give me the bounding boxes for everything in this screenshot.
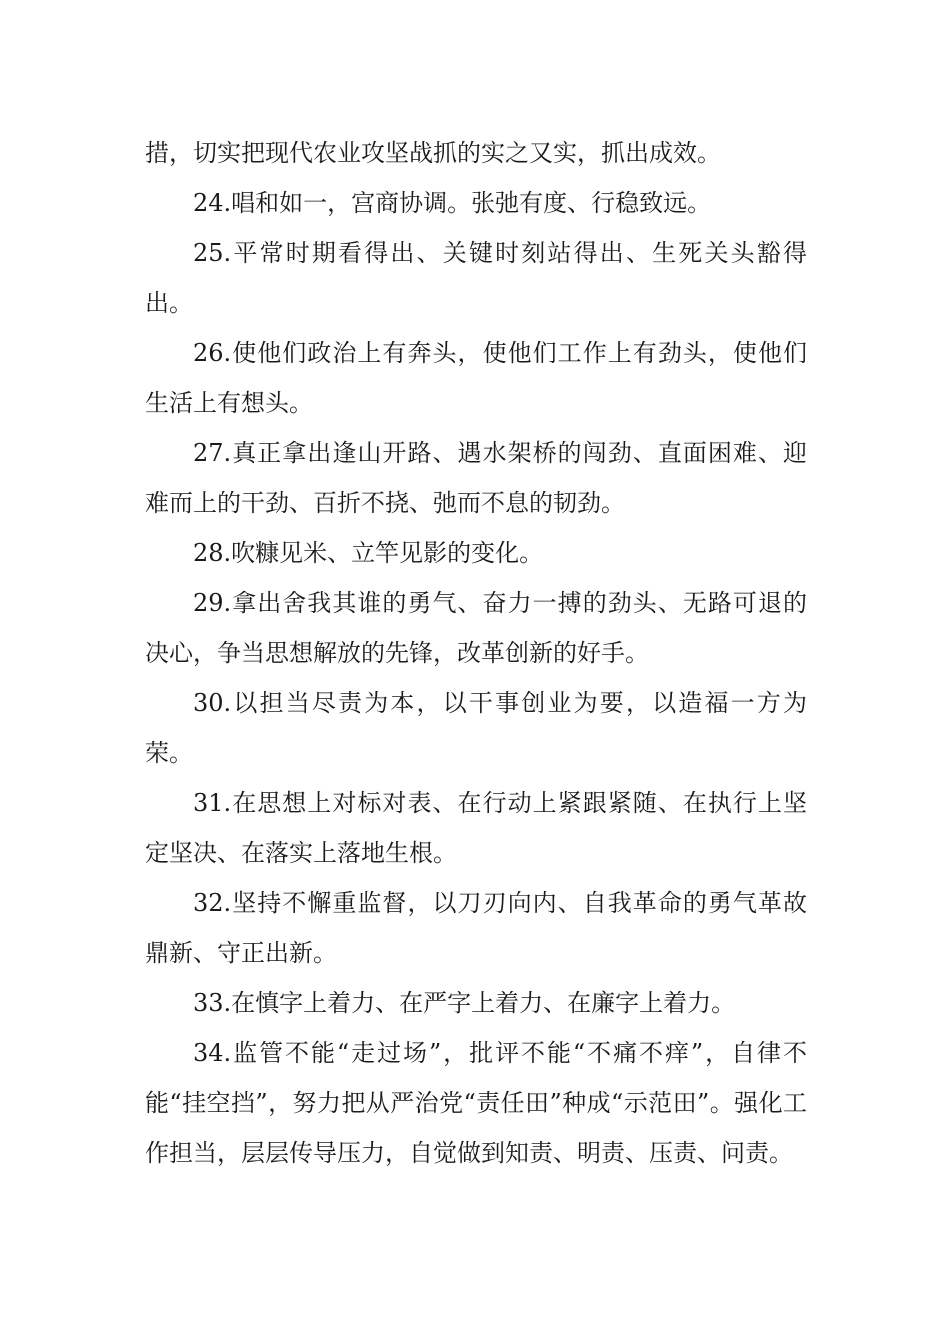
paragraph-31: 31.在思想上对标对表、在行动上紧跟紧随、在执行上坚定坚决、在落实上落地生根。: [145, 789, 807, 867]
paragraph-33: 33.在慎字上着力、在严字上着力、在廉字上着力。: [193, 989, 736, 1017]
paragraph-27: 27.真正拿出逢山开路、遇水架桥的闯劲、直面困难、迎难而上的干劲、百折不挠、弛而不息的韧劲。: [145, 439, 807, 517]
paragraph-25: 25.平常时期看得出、关键时刻站得出、生死关头豁得出。: [145, 239, 807, 317]
document-body: [145, 128, 807, 1178]
paragraph-26: 26.使他们政治上有奔头，使他们工作上有劲头，使他们生活上有想头。: [145, 339, 807, 417]
paragraph-32: 32.坚持不懈重监督，以刀刃向内、自我革命的勇气革故鼎新、守正出新。: [145, 889, 807, 967]
paragraph-34: 34.监管不能“走过场”，批评不能“不痛不痒”，自律不能“挂空挡”，努力把从严治党“责任田”种成“示范田”。强化工作担当，层层传导压力，自觉做到知责、明责、压责、问责。: [145, 1039, 807, 1167]
paragraph-30: 30.以担当尽责为本，以干事创业为要，以造福一方为荣。: [145, 689, 807, 767]
paragraph-24: 24.唱和如一，宫商协调。张弛有度、行稳致远。: [193, 189, 712, 217]
paragraph-29: 29.拿出舍我其谁的勇气、奋力一搏的劲头、无路可退的决心，争当思想解放的先锋，改革创新的好手。: [145, 589, 807, 667]
paragraph-28: 28.吹糠见米、立竿见影的变化。: [193, 539, 544, 567]
paragraph-continuation: 措，切实把现代农业攻坚战抓的实之又实，抓出成效。: [145, 139, 721, 167]
